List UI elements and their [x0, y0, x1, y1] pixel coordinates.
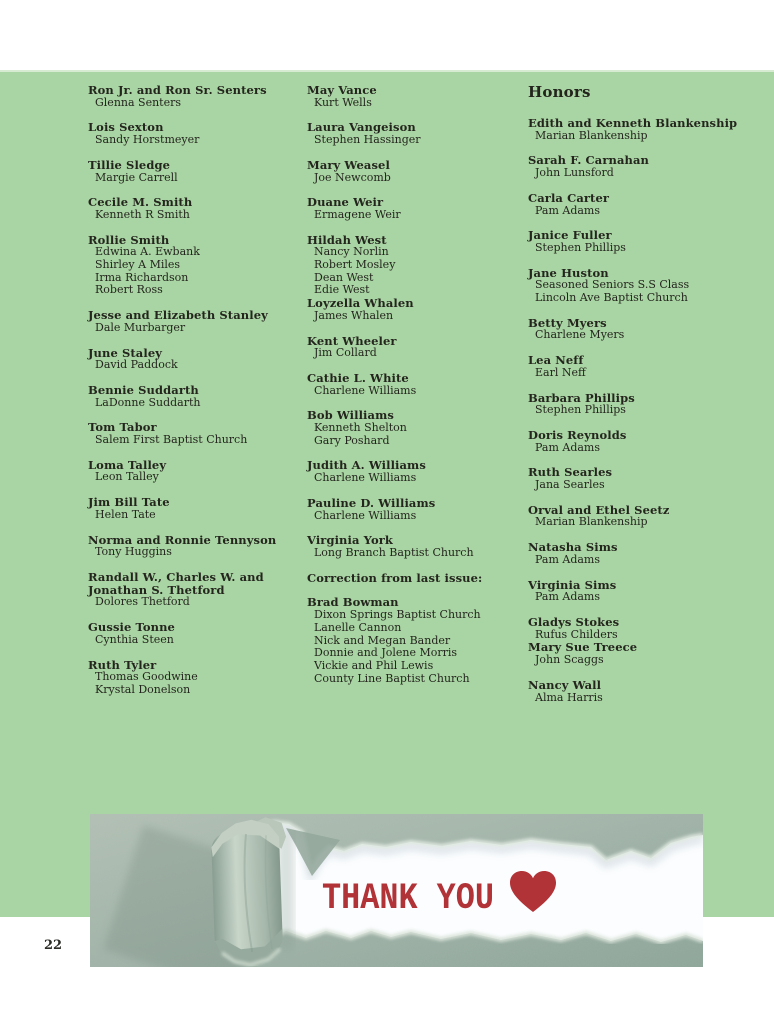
honoree-name: Doris Reynolds	[528, 427, 627, 442]
honoree-name: Ruth Searles	[528, 465, 613, 480]
memorial-entry	[88, 121, 308, 146]
memorial-entry	[528, 579, 756, 604]
honoree-name: Cecile M. Smith	[88, 195, 193, 210]
honoree-name: Jesse and Elizabeth Stanley	[88, 308, 268, 323]
donor-name: Rufus Childers	[535, 627, 618, 641]
donor-name: Ermagene Weir	[314, 207, 401, 221]
honoree-name: Bob Williams	[307, 408, 394, 423]
green-panel	[0, 70, 774, 920]
donor-name: Glenna Senters	[95, 95, 182, 109]
donor-name: Stephen Phillips	[535, 240, 626, 254]
donor-name: John Lunsford	[535, 166, 614, 180]
honoree-name: Jane Huston	[528, 265, 609, 280]
memorial-entry	[528, 466, 756, 491]
donor-name: Charlene Williams	[314, 471, 417, 485]
memorial-entry	[528, 392, 756, 417]
honoree-name: Correction from last issue:	[307, 570, 483, 585]
donor-name: John Scaggs	[535, 653, 604, 667]
donor-name: Stephen Phillips	[535, 403, 626, 417]
donor-name: Edwina A. Ewbank	[95, 245, 200, 259]
donor-name: Marian Blankenship	[535, 128, 648, 142]
donor-name: Krystal Donelson	[95, 682, 191, 696]
honoree-name: Ruth Tyler	[88, 657, 157, 672]
honoree-name: Loyzella Whalen	[307, 296, 414, 311]
thank-you-banner	[90, 814, 703, 967]
memorial-entry	[88, 496, 308, 521]
memorial-entry	[528, 192, 756, 217]
paper-roll	[210, 817, 290, 967]
donor-name: Thomas Goodwine	[95, 670, 198, 684]
donor-name: Cynthia Steen	[95, 632, 174, 646]
memorial-entry	[307, 121, 519, 146]
honors-heading: Honors	[528, 83, 591, 101]
torn-paper-image	[90, 814, 703, 967]
donor-name: Pam Adams	[535, 203, 601, 217]
memorial-entry	[307, 409, 519, 447]
honoree-name: Mary Weasel	[307, 157, 390, 172]
honoree-name: Norma and Ronnie Tennyson	[88, 532, 277, 547]
donor-name: Lanelle Cannon	[314, 620, 402, 634]
donor-name: Edie West	[314, 283, 370, 297]
memorial-entry	[307, 196, 519, 221]
honoree-name: Laura Vangeison	[307, 120, 416, 135]
memorial-entry	[307, 596, 519, 685]
donor-name: Tony Huggins	[95, 545, 172, 559]
honoree-name: Betty Myers	[528, 315, 607, 330]
donor-name: Pam Adams	[535, 440, 601, 454]
donor-name: Seasoned Seniors S.S Class	[535, 278, 690, 292]
donor-name: Margie Carrell	[95, 170, 178, 184]
honors-groups	[528, 117, 756, 704]
honoree-name: Gladys Stokes	[528, 614, 620, 629]
donor-name: Marian Blankenship	[535, 515, 648, 529]
memorial-entry	[528, 504, 756, 529]
donor-name: James Whalen	[314, 308, 394, 322]
donor-name: Donnie and Jolene Morris	[314, 646, 458, 660]
donor-name: Dolores Thetford	[95, 595, 190, 609]
donor-name: Kenneth R Smith	[95, 207, 190, 221]
memorial-entry	[307, 84, 519, 109]
donor-name: Nancy Norlin	[314, 245, 389, 259]
honoree-name: Lea Neff	[528, 353, 584, 368]
donor-name: Sandy Horstmeyer	[95, 133, 200, 147]
honoree-name: Carla Carter	[528, 190, 610, 205]
memorial-entry	[307, 534, 519, 559]
memorial-column-1	[88, 84, 308, 709]
donor-name: Charlene Myers	[535, 328, 625, 342]
memorial-entry	[88, 459, 308, 484]
donor-name: Robert Ross	[95, 283, 163, 297]
donor-name: Dixon Springs Baptist Church	[314, 608, 481, 622]
memorial-entry	[88, 659, 308, 697]
honoree-name: Brad Bowman	[307, 595, 399, 610]
memorial-entry	[88, 347, 308, 372]
memorial-entry	[307, 459, 519, 484]
honoree-name: Janice Fuller	[528, 228, 612, 243]
memorial-entry	[88, 159, 308, 184]
memorial-entry	[528, 541, 756, 566]
honoree-name: May Vance	[307, 83, 377, 97]
honoree-name: Rollie Smith	[88, 232, 170, 247]
donor-name: Pam Adams	[535, 552, 601, 566]
memorial-entry	[307, 372, 519, 397]
honors-column	[528, 84, 756, 716]
honoree-name: Hildah West	[307, 232, 387, 247]
memorial-entry	[307, 159, 519, 184]
memorial-entry	[528, 429, 756, 454]
memorial-entry	[528, 317, 756, 342]
honoree-name: Kent Wheeler	[307, 333, 397, 348]
honoree-name: Loma Talley	[88, 457, 167, 472]
donor-name: Vickie and Phil Lewis	[314, 658, 434, 672]
memorial-entry	[88, 196, 308, 221]
honoree-name: Barbara Phillips	[528, 390, 635, 405]
honoree-name: Ron Jr. and Ron Sr. Senters	[88, 83, 267, 97]
donor-name: Alma Harris	[535, 690, 603, 704]
thank-you-text: THANK YOU	[322, 878, 494, 920]
honoree-name: Orval and Ethel Seetz	[528, 502, 670, 517]
donor-name: Kenneth Shelton	[314, 421, 407, 435]
honoree-name: Tom Tabor	[88, 420, 157, 435]
donor-name: Lincoln Ave Baptist Church	[535, 291, 688, 305]
donor-name: Gary Poshard	[314, 433, 390, 447]
donor-name: Helen Tate	[95, 507, 156, 521]
honoree-name: Virginia York	[307, 533, 393, 548]
honoree-name: Tillie Sledge	[88, 157, 171, 172]
memorial-entry	[528, 616, 756, 641]
memorial-entry	[88, 309, 308, 334]
memorial-entry	[307, 335, 519, 360]
donor-name: Charlene Williams	[314, 508, 417, 522]
honoree-name: June Staley	[88, 345, 163, 360]
donor-name: Leon Talley	[95, 470, 159, 484]
memorial-entry	[528, 154, 756, 179]
memorial-entry	[307, 234, 519, 298]
honoree-name: Edith and Kenneth Blankenship	[528, 116, 738, 130]
donor-name: Dale Murbarger	[95, 320, 186, 334]
memorial-entry	[528, 354, 756, 379]
honoree-name: Virginia Sims	[528, 577, 617, 592]
honoree-name: Judith A. Williams	[307, 458, 426, 473]
honoree-name: Randall W., Charles W. and Jonathan S. Thetford	[88, 569, 264, 597]
honoree-name: Jim Bill Tate	[88, 495, 170, 510]
donor-name: County Line Baptist Church	[314, 671, 470, 685]
memorial-entry	[88, 234, 308, 298]
memorial-entry	[528, 679, 756, 704]
donor-name: Nick and Megan Bander	[314, 633, 451, 647]
honoree-name: Natasha Sims	[528, 540, 618, 555]
honoree-name: Cathie L. White	[307, 370, 409, 385]
donor-name: Pam Adams	[535, 590, 601, 604]
donor-name: David Paddock	[95, 358, 178, 372]
memorial-entry	[307, 497, 519, 522]
honoree-name: Bennie Suddarth	[88, 382, 199, 397]
donor-name: Long Branch Baptist Church	[314, 545, 474, 559]
memorial-entry	[88, 421, 308, 446]
memorial-entry	[88, 384, 308, 409]
honoree-name: Duane Weir	[307, 195, 384, 210]
memorial-entry	[528, 229, 756, 254]
honoree-name: Mary Sue Treece	[528, 640, 638, 655]
memorial-entry	[528, 641, 756, 666]
donor-name: Salem First Baptist Church	[95, 433, 248, 447]
honoree-name: Nancy Wall	[528, 677, 602, 692]
donor-name: Earl Neff	[535, 365, 586, 379]
memorial-entry	[88, 534, 308, 559]
memorial-entry	[528, 267, 756, 305]
honoree-name: Sarah F. Carnahan	[528, 153, 649, 168]
honoree-name: Pauline D. Williams	[307, 495, 436, 510]
donor-name: Jim Collard	[314, 346, 377, 360]
memorial-entry	[88, 571, 308, 609]
donor-name: Dean West	[314, 270, 374, 284]
memorial-entry	[307, 572, 519, 585]
memorial-column-2	[307, 84, 519, 697]
honoree-name: Lois Sexton	[88, 120, 164, 135]
honoree-name: Gussie Tonne	[88, 620, 175, 635]
memorial-entry	[528, 117, 756, 142]
donor-name: LaDonne Suddarth	[95, 395, 201, 409]
memorial-entry	[88, 84, 308, 109]
donor-name: Stephen Hassinger	[314, 133, 421, 147]
memorial-entry	[88, 621, 308, 646]
donor-name: Kurt Wells	[314, 95, 372, 109]
donor-name: Robert Mosley	[314, 258, 396, 272]
donor-name: Shirley A Miles	[95, 258, 181, 272]
donor-name: Joe Newcomb	[314, 170, 391, 184]
donor-name: Charlene Williams	[314, 383, 417, 397]
memorial-entry	[307, 297, 519, 322]
page-number: 22	[44, 938, 63, 953]
donor-name: Irma Richardson	[95, 270, 189, 284]
donor-name: Jana Searles	[535, 478, 605, 492]
